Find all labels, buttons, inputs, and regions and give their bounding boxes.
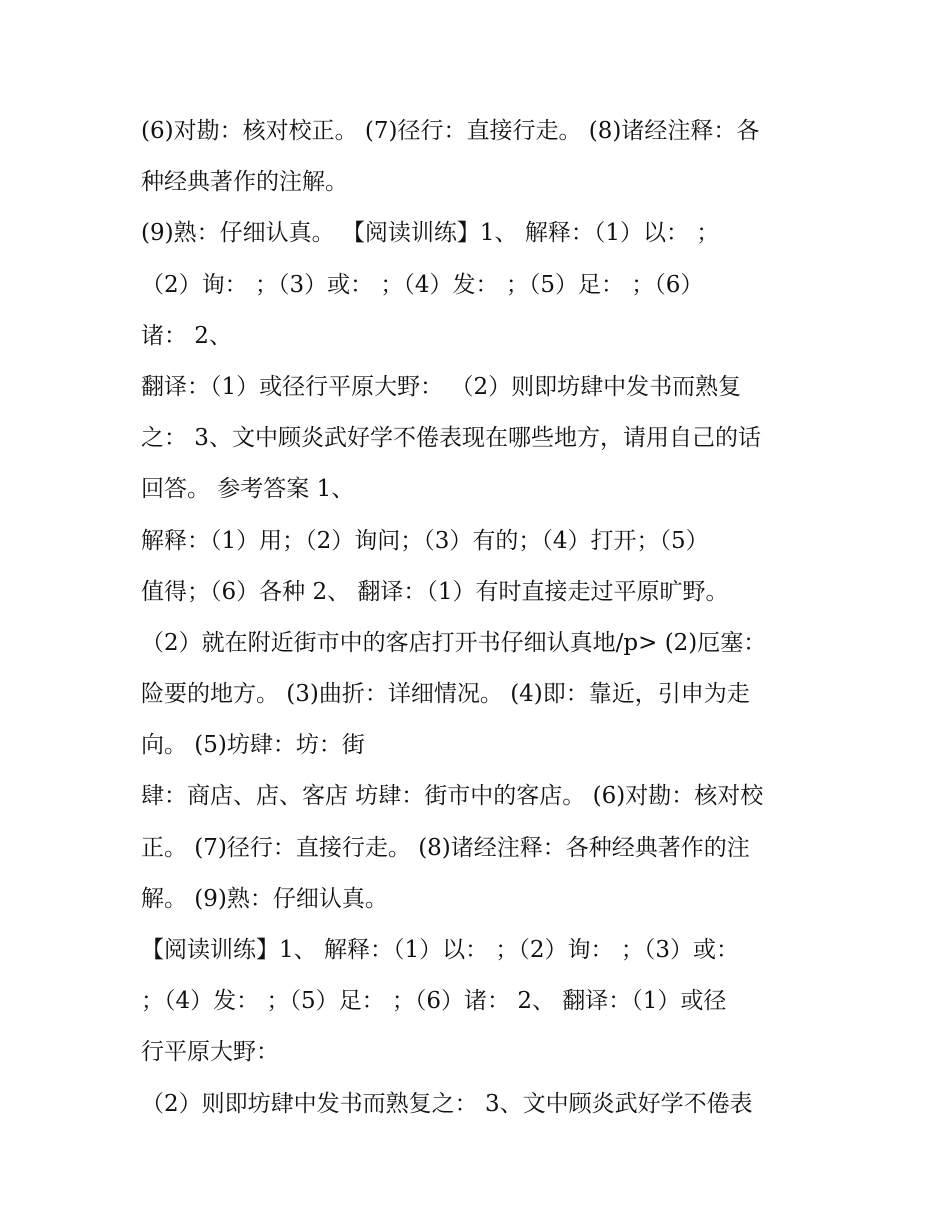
text-line-4: （2）询： ；（3）或： ；（4）发： ；（5）足： ；（6） <box>141 271 704 298</box>
text-line-18: ；（4）发： ；（5）足： ；（6）诸： 2、 翻译：（1）或径 <box>141 988 727 1015</box>
text-line-13: 向。 (5)坊肆：坊：街 <box>141 732 365 759</box>
text-line-2: 种经典著作的注解。 <box>141 169 348 196</box>
text-line-8: 回答。 参考答案 1、 <box>141 476 355 503</box>
text-line-17: 【阅读训练】1、 解释：（1）以： ；（2）询： ；（3）或： <box>141 937 739 963</box>
text-line-16: 解。 (9)熟：仔细认真。 <box>141 885 388 912</box>
text-line-10: 值得；（6）各种 2、 翻译：（1）有时直接走过平原旷野。 <box>141 578 729 605</box>
text-line-14: 肆：商店、店、客店 坊肆：街市中的客店。 (6)对勘：核对校 <box>141 783 764 810</box>
text-line-12: 险要的地方。 (3)曲折：详细情况。 (4)即：靠近，引申为走 <box>141 681 750 708</box>
text-line-9: 解释：（1）用；（2）询问；（3）有的；（4）打开；（5） <box>141 527 709 554</box>
text-line-3: (9)熟：仔细认真。 【阅读训练】1、 解释：（1）以： ； <box>141 220 720 247</box>
text-line-11: （2）就在附近街市中的客店打开书仔细认真地/p> (2)厄塞： <box>141 629 767 656</box>
text-line-20: （2）则即坊肆中发书而熟复之： 3、文中顾炎武好学不倦表 <box>141 1090 753 1117</box>
text-line-19: 行平原大野： <box>141 1039 279 1066</box>
text-line-15: 正。 (7)径行：直接行走。 (8)诸经注释：各种经典著作的注 <box>141 834 750 861</box>
text-line-7: 之： 3、文中顾炎武好学不倦表现在哪些地方，请用自己的话 <box>141 425 761 452</box>
text-line-1: (6)对勘：核对校正。 (7)径行：直接行走。 (8)诸经注释：各 <box>141 118 760 144</box>
text-line-6: 翻译：（1）或径行平原大野： （2）则即坊肆中发书而熟复 <box>141 373 742 400</box>
text-line-5: 诸： 2、 <box>141 322 232 349</box>
text-block <box>141 106 821 1130</box>
